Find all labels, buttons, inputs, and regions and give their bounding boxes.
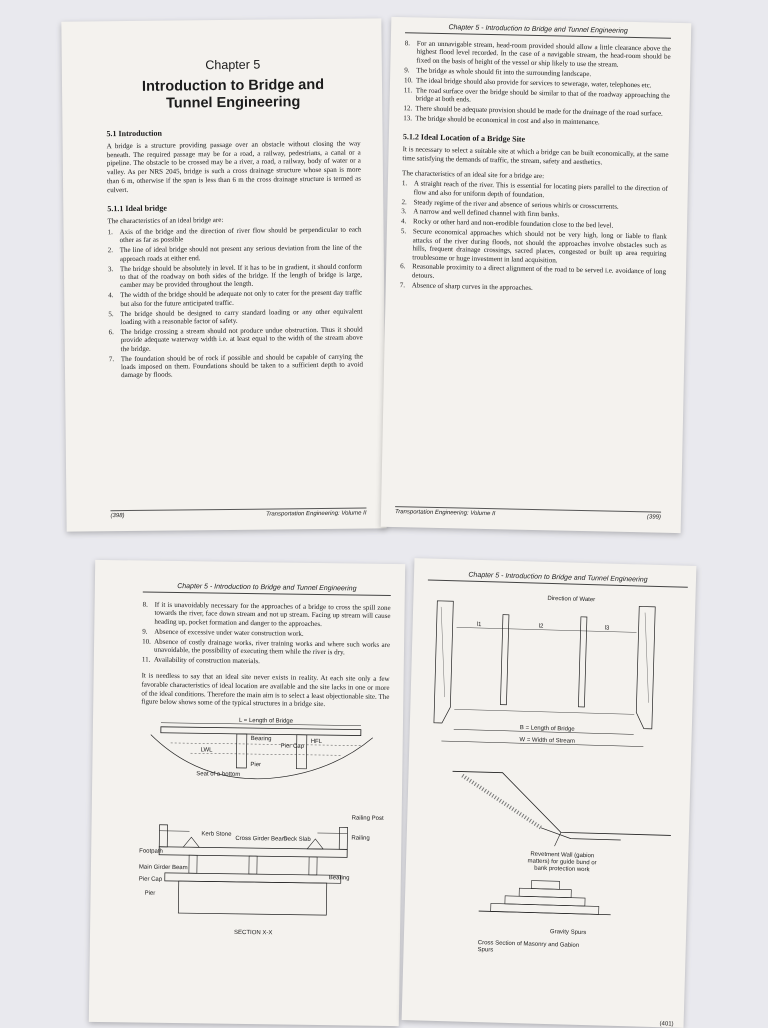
lwl-line	[191, 753, 341, 755]
list-item: 4. The width of the bridge should be adequate not only to cater for the present day traffic but also for the future anticipated traffic.	[108, 289, 362, 308]
site-paragraph: It is necessary to select a suitable site at which a bridge can be built economically, at the same time satisfying the demands of traffic, the stream, safety and aesthetics.	[402, 145, 668, 168]
pier	[236, 734, 246, 768]
page-number: (401)	[659, 1021, 673, 1027]
list-item: 6. The bridge crossing a stream should not produce undue obstruction. Thus it should provide adequate waterway width i.e. at least equal to the width of the stream above the bridge.	[109, 325, 363, 353]
gravity-spurs-figure	[418, 875, 669, 926]
ideal-site-list	[400, 179, 668, 294]
footpath-label: Footpath	[139, 849, 163, 855]
page-number: (398)	[110, 513, 124, 519]
list-item: 9. Absence of excessive under water construction work.	[142, 627, 390, 639]
ideal-bridge-list	[108, 225, 364, 380]
ideal-bridge-lead: The characteristics of an ideal bridge are:	[107, 215, 361, 226]
deck-slab-label: Deck Slab	[283, 837, 311, 843]
railing-post	[339, 827, 347, 849]
list-item: 11. The road surface over the bridge should be similar to that of the roadway approaching the bridge at both ends.	[404, 86, 670, 108]
book-title: Transportation Engineering: Volume II	[395, 509, 495, 517]
seat-label: Seat of a bottom	[196, 771, 240, 778]
running-header: Chapter 5 - Introduction to Bridge and Tunnel Engineering	[143, 583, 391, 596]
hfl-line	[171, 743, 361, 746]
bearing-label: Bearing	[329, 875, 350, 881]
pier-cap-label: Pier Cap	[281, 744, 305, 750]
list-item: 6. Reasonable proximity to a direct alignment of the road to be served i.e. avoidance of long detours.	[400, 263, 666, 285]
list-item: 7. The foundation should be of rock if possible and should be capable of carrying the loads imposed on them. Foundations should be taken to a sufficient depth to avoid damage by floods.	[109, 352, 363, 380]
railing-post	[159, 825, 167, 847]
pier-body	[178, 881, 326, 915]
section-heading-site: 5.1.2 Ideal Location of a Bridge Site	[403, 132, 669, 147]
lwl-label: LWL	[201, 748, 214, 754]
list-item: 11. Availability of construction materials.	[142, 655, 390, 667]
section-label: SECTION X-X	[234, 930, 272, 937]
list-item: 9. The bridge as whole should fit into the surrounding landscape.	[404, 66, 670, 80]
length-label: L = Length of Bridge	[239, 718, 294, 725]
list-item: 13. The bridge should be economical in cost and also in maintenance.	[403, 114, 669, 128]
left-abutment	[434, 601, 453, 723]
list-item: 2. Steady regime of the river and absence of serious whirls or crosscurrents.	[401, 198, 667, 212]
list-item: 4. Rocky or other hard and non-erodible foundation close to the bed level.	[401, 218, 667, 232]
list-item: 5. Secure economical approaches which should not be very high, long or liable to flank attacks of the river during floods, not should the approaches involve obstacles such as hills, frequent drainage crossings, sacred places, congested or built up area requiring troublesome or huge investment in land acquisition.	[400, 227, 667, 266]
l1-label: l1	[477, 622, 482, 628]
l2-label: l2	[539, 624, 544, 630]
gravity-spurs-caption: Gravity Spurs	[458, 927, 678, 940]
page-399	[381, 17, 692, 533]
pier	[578, 617, 587, 707]
bearing-label: Bearing	[251, 736, 272, 742]
railing-label: Railing	[351, 836, 369, 842]
list-item: 8. If it is unavoidably necessary for the approaches of a bridge to cross the spill zone towards the river, face down stream and not up stream. Facing up stream will cause heading up, pocket formation and danger to the approaches.	[142, 601, 390, 630]
page-footer	[110, 508, 366, 520]
page-footer	[395, 506, 661, 521]
chapter-title: Introduction to Bridge and Tunnel Engineering	[118, 77, 348, 113]
list-item: 8. For an unnavigable stream, head-room provided should allow a little clearance above the highest flood level recorded. In the case of a navigable stream, the head-room should be fixed on the basis of height of the vessel or ship likely to use the stream.	[404, 39, 670, 70]
kerb-stone	[183, 837, 199, 847]
closing-paragraph: It is needless to say that an ideal site never exists in reality. At each site only a few favorable characteristics of ideal location are available and the site lacks in one or more of the ideal conditions. Therefore the main aim is to select a least objectionable site. The figure below shows some of the typical structures in a bridge site.	[141, 672, 389, 710]
main-girder	[309, 857, 317, 875]
list-item: 12. There should be adequate provision should be made for the drainage of the road surface.	[403, 104, 669, 118]
intro-paragraph: A bridge is a structure providing passage over an obstacle without closing the way beneath. The required passage may be for a road, a railway, pedestrians, a canal or a pipeline. The obstacle to be crossed may be a river, a road, a railway, body of water or a valley. As per NRS 2045, bridge is such a cross drainage structure whose span is more than 6 m, otherwise if the span is less than 6 m the cross drainage structure is termed as culvert.	[107, 140, 362, 195]
bridge-elevation-figure	[140, 713, 381, 796]
cross-girder-label: Cross Girder Beam	[235, 836, 286, 843]
bridge-plan-figure	[423, 587, 678, 770]
list-item: 10. Absence of costly drainage works, river training works and where such works are unavoidable, the possibility of executing them while the river is dry.	[142, 637, 390, 657]
list-item: 7. Absence of sharp curves in the approaches.	[400, 281, 666, 295]
running-header: Chapter 5 - Introduction to Bridge and Tunnel Engineering	[405, 23, 671, 39]
pier-label: Pier	[145, 891, 156, 897]
bridge-deck	[161, 727, 361, 736]
flow-label: Direction of Water	[547, 596, 595, 603]
chapter-number: Chapter 5	[106, 57, 360, 74]
running-header: Chapter 5 - Introduction to Bridge and Tunnel Engineering	[428, 571, 688, 588]
ideal-bridge-list-continued	[403, 39, 671, 128]
length-label: B = Length of Bridge	[520, 725, 576, 733]
section-heading-intro: 5.1 Introduction	[106, 127, 360, 139]
list-item: 2. The line of ideal bridge should not present any serious deviation from the line of the approach roads at either end.	[108, 244, 362, 263]
book-title: Transportation Engineering: Volume II	[266, 511, 366, 518]
page-number: (399)	[647, 514, 661, 520]
pier	[296, 735, 306, 769]
cross-section-caption: Cross Section of Masonry and Gabion Spurs	[477, 940, 587, 957]
page-400	[89, 560, 405, 1026]
revetment-figure	[420, 764, 672, 861]
page-398	[61, 18, 386, 531]
pier-label: Pier	[250, 762, 261, 768]
main-girder-label: Main Girder Beam	[139, 865, 188, 872]
section-heading-ideal-bridge: 5.1.1 Ideal bridge	[107, 202, 361, 214]
kerb-label: Kerb Stone	[201, 832, 232, 838]
ideal-site-list-continued	[142, 601, 391, 668]
revetment-caption: Revetment Wall (gabion matters) for guide bund or bank protection work	[522, 851, 603, 874]
list-item: 5. The bridge should be designed to carry standard loading or any other equivalent loading with a reasonable factor of safety.	[108, 307, 362, 326]
main-girder	[189, 855, 197, 873]
main-girder	[249, 856, 257, 874]
list-item: 3. A narrow and well defined channel with firm banks.	[401, 208, 667, 222]
width-label: W = Width of Stream	[519, 737, 575, 745]
l3-label: l3	[605, 625, 610, 631]
bank-slope	[451, 771, 673, 835]
bridge-section-figure	[138, 799, 380, 942]
page-401	[402, 558, 697, 1028]
list-item: 3. The bridge should be absolutely in level. If it has to be in gradient, it should conform to that of the roadway on both sides of the bridge. If the length of bridge is large, camber may be provided throughout the length.	[108, 262, 362, 290]
pier	[500, 615, 509, 705]
site-lead: The characteristics of an ideal site for a bridge are:	[402, 169, 668, 183]
pier-cap-label: Pier Cap	[139, 877, 163, 883]
list-item: 1. Axis of the bridge and the direction of river flow should be perpendicular to each other as far as possible	[108, 225, 362, 244]
list-item: 1. A straight reach of the river. This is essential for locating piers parallel to the direction of flow and also for uniform depth of foundation.	[402, 179, 668, 201]
list-item: 10. The ideal bridge should also provide for services to sewerage, water, telephones etc.	[404, 76, 670, 90]
railing-post-label: Railing Post	[352, 816, 384, 822]
hfl-label: HFL	[311, 739, 323, 745]
